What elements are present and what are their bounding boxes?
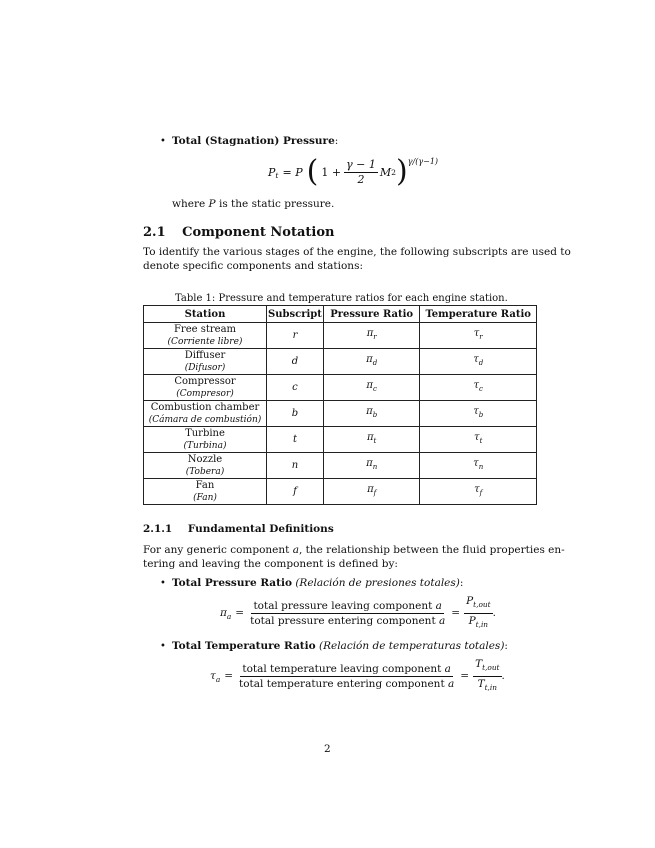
temperature-ratio-cell bbox=[420, 479, 537, 505]
pi-subscript: n bbox=[372, 463, 378, 471]
tau-symbol: τ bbox=[473, 328, 480, 339]
section-number: 2.1 bbox=[143, 225, 166, 240]
tr-word-den bbox=[237, 677, 456, 690]
tau-symbol: τ bbox=[473, 406, 479, 417]
pi-symbol: π bbox=[366, 458, 373, 469]
pr-lhs: π bbox=[220, 607, 227, 619]
eq-mach: M bbox=[379, 165, 392, 179]
station-spanish: (Tobera) bbox=[185, 466, 225, 477]
stagnation-pressure-label bbox=[172, 135, 338, 147]
subsection-heading bbox=[143, 523, 334, 535]
header-temperature-ratio: Temperature Ratio bbox=[420, 306, 537, 323]
subscript-cell: c bbox=[267, 375, 324, 401]
temperature-ratio-cell bbox=[420, 349, 537, 375]
page-number: 2 bbox=[324, 743, 331, 755]
tr-den-text: total temperature entering component bbox=[239, 677, 445, 690]
subscript-cell: d bbox=[267, 349, 324, 375]
pi-subscript: r bbox=[373, 333, 377, 341]
pressure-ratio-cell bbox=[323, 479, 419, 505]
subscript-cell: f bbox=[267, 479, 324, 505]
pr-sym-num bbox=[464, 595, 492, 613]
tau-subscript: f bbox=[479, 489, 483, 497]
tr-lhs-sub: a bbox=[215, 674, 221, 684]
temperature-ratio-label-text: Total Temperature Ratio bbox=[172, 640, 316, 652]
pressure-ratio-equation bbox=[220, 597, 496, 629]
temperature-ratio-cell bbox=[420, 323, 537, 349]
pressure-ratio-cell bbox=[323, 427, 419, 453]
eq-frac-num: γ − 1 bbox=[346, 157, 376, 171]
section-title: Component Notation bbox=[182, 225, 335, 240]
pr-word-den bbox=[248, 614, 447, 627]
pi-subscript: c bbox=[372, 385, 377, 393]
tr-rnum-sub: t,out bbox=[482, 663, 500, 673]
station-name: Compressor bbox=[174, 375, 236, 387]
pressure-ratio-cell bbox=[323, 453, 419, 479]
tr-period: . bbox=[501, 670, 505, 682]
tr-word-fraction bbox=[237, 663, 456, 690]
subsection-number: 2.1.1 bbox=[143, 523, 173, 535]
temperature-ratio-label bbox=[172, 640, 508, 652]
subscript-cell: n bbox=[267, 453, 324, 479]
station-cell bbox=[144, 401, 267, 427]
subscript-cell: b bbox=[267, 401, 324, 427]
where-post: is the static pressure. bbox=[218, 198, 335, 210]
tr-lhs: τ bbox=[210, 670, 216, 682]
station-name: Fan bbox=[195, 479, 215, 491]
section-intro-line2: denote specific components and stations: bbox=[143, 260, 363, 272]
table-row bbox=[144, 349, 537, 375]
pressure-ratio-cell bbox=[323, 323, 419, 349]
station-cell bbox=[144, 323, 267, 349]
pr-den-text: total pressure entering component bbox=[250, 614, 436, 627]
right-paren: ) bbox=[396, 154, 408, 189]
eq-one-plus: 1 + bbox=[321, 165, 342, 179]
pi-symbol: π bbox=[366, 354, 373, 365]
eq-equals-p: = P bbox=[282, 165, 303, 179]
station-spanish: (Turbina) bbox=[183, 440, 227, 451]
subscript-cell: t bbox=[267, 427, 324, 453]
station-spanish: (Fan) bbox=[193, 492, 217, 503]
tau-subscript: n bbox=[478, 463, 484, 471]
station-cell bbox=[144, 427, 267, 453]
body-pre: For any generic component bbox=[143, 544, 290, 556]
pressure-ratio-spanish: (Relación de presiones totales) bbox=[295, 577, 460, 589]
pr-symbol-fraction bbox=[464, 595, 492, 630]
station-spanish: (Cámara de combustión) bbox=[148, 414, 262, 425]
bullet-marker: • bbox=[160, 136, 166, 147]
tr-equals2: = bbox=[460, 670, 470, 682]
subsection-title: Fundamental Definitions bbox=[187, 523, 334, 535]
pr-rnum-sub: t,out bbox=[473, 600, 491, 610]
pressure-ratio-cell bbox=[323, 349, 419, 375]
pr-rden: P bbox=[468, 614, 476, 627]
tr-num-var: a bbox=[444, 662, 451, 675]
left-paren: ( bbox=[306, 154, 319, 189]
tau-subscript: t bbox=[479, 437, 483, 445]
pressure-ratio-colon: : bbox=[459, 577, 464, 589]
tau-subscript: r bbox=[479, 333, 483, 341]
pi-subscript: f bbox=[373, 489, 377, 497]
table-row bbox=[144, 323, 537, 349]
tau-symbol: τ bbox=[474, 432, 480, 443]
where-pre: where bbox=[172, 198, 206, 210]
pi-subscript: t bbox=[373, 437, 377, 445]
eq-lhs: P bbox=[268, 165, 276, 179]
tau-symbol: τ bbox=[474, 484, 480, 495]
temperature-ratio-cell bbox=[420, 401, 537, 427]
station-cell bbox=[144, 479, 267, 505]
table-caption: Table 1: Pressure and temperature ratios for each engine station. bbox=[175, 293, 508, 304]
tau-subscript: d bbox=[478, 359, 484, 367]
tau-symbol: τ bbox=[473, 380, 480, 391]
pr-den-var: a bbox=[439, 614, 446, 627]
pressure-ratio-label bbox=[172, 577, 463, 589]
pressure-ratio-cell bbox=[323, 375, 419, 401]
stagnation-label-text: Total (Stagnation) Pressure bbox=[172, 135, 335, 147]
subscript-cell: r bbox=[267, 323, 324, 349]
temperature-ratio-colon: : bbox=[504, 640, 508, 652]
pi-symbol: π bbox=[366, 432, 374, 443]
pi-symbol: π bbox=[367, 484, 374, 495]
temperature-ratio-spanish: (Relación de temperaturas totales) bbox=[318, 640, 505, 652]
pi-subscript: b bbox=[372, 411, 378, 419]
pi-symbol: π bbox=[366, 406, 373, 417]
body-var: a bbox=[292, 544, 299, 556]
header-subscript: Subscript bbox=[267, 306, 324, 323]
table-row bbox=[144, 479, 537, 505]
pi-symbol: π bbox=[366, 328, 374, 339]
eq-lhs-sub: t bbox=[275, 170, 279, 180]
tr-sym-den bbox=[476, 677, 499, 694]
tr-rnum: T bbox=[475, 658, 483, 671]
station-name: Diffuser bbox=[184, 349, 226, 361]
section-intro-line1: To identify the various stages of the engine, the following subscripts are used to bbox=[143, 246, 571, 258]
station-spanish: (Difusor) bbox=[184, 362, 226, 373]
pr-word-fraction bbox=[248, 600, 447, 627]
where-var: P bbox=[208, 198, 216, 210]
station-name: Combustion chamber bbox=[150, 401, 260, 413]
stagnation-colon: : bbox=[334, 135, 339, 147]
station-name: Nozzle bbox=[187, 453, 223, 465]
ratios-table bbox=[143, 305, 537, 505]
pi-subscript: d bbox=[372, 359, 378, 367]
tau-subscript: b bbox=[478, 411, 484, 419]
eq-gamma-fraction bbox=[344, 159, 378, 186]
body-post: , the relationship between the fluid properties en- bbox=[298, 544, 565, 556]
tau-symbol: τ bbox=[473, 458, 479, 469]
tr-rden-sub: t,in bbox=[484, 682, 497, 692]
pr-equals: = bbox=[235, 607, 245, 619]
tau-subscript: c bbox=[479, 385, 483, 393]
eq-outer-exp: γ/(γ−1) bbox=[407, 156, 439, 166]
station-spanish: (Corriente libre) bbox=[167, 336, 243, 347]
bullet-marker: • bbox=[160, 641, 166, 652]
subsection-body-line2: tering and leaving the component is defined by: bbox=[143, 558, 398, 570]
pr-period: . bbox=[492, 607, 496, 619]
tr-word-num bbox=[240, 663, 453, 677]
subsection-body-line1 bbox=[143, 544, 565, 556]
table-row bbox=[144, 453, 537, 479]
pr-rden-sub: t,in bbox=[475, 619, 489, 629]
eq-mach-exp: 2 bbox=[391, 167, 397, 177]
tau-symbol: τ bbox=[473, 354, 479, 365]
tr-sym-num bbox=[473, 658, 501, 676]
pr-word-num bbox=[251, 600, 444, 614]
header-pressure-ratio: Pressure Ratio bbox=[323, 306, 419, 323]
station-cell bbox=[144, 453, 267, 479]
tr-rden: T bbox=[477, 677, 485, 690]
table-row bbox=[144, 401, 537, 427]
station-name: Free stream bbox=[173, 323, 237, 335]
where-clause bbox=[172, 198, 334, 210]
eq-frac-den: 2 bbox=[357, 172, 365, 186]
table-header-row bbox=[144, 306, 537, 323]
station-cell bbox=[144, 349, 267, 375]
pr-lhs-sub: a bbox=[226, 611, 232, 621]
temperature-ratio-cell bbox=[420, 453, 537, 479]
tr-num-text: total temperature leaving component bbox=[242, 662, 442, 675]
pr-rnum: P bbox=[466, 595, 474, 608]
pi-symbol: π bbox=[366, 380, 373, 391]
pr-sym-den bbox=[467, 614, 490, 631]
table-row bbox=[144, 375, 537, 401]
tr-symbol-fraction bbox=[473, 658, 501, 693]
pressure-ratio-label-text: Total Pressure Ratio bbox=[172, 577, 292, 589]
temperature-ratio-equation bbox=[210, 660, 505, 692]
tr-den-var: a bbox=[448, 677, 455, 690]
pr-num-text: total pressure leaving component bbox=[253, 599, 433, 612]
pressure-ratio-cell bbox=[323, 401, 419, 427]
temperature-ratio-cell bbox=[420, 427, 537, 453]
pr-equals2: = bbox=[451, 607, 461, 619]
table-row bbox=[144, 427, 537, 453]
header-station: Station bbox=[144, 306, 267, 323]
stagnation-equation bbox=[268, 154, 438, 190]
station-spanish: (Compresor) bbox=[176, 388, 234, 399]
bullet-marker: • bbox=[160, 578, 166, 589]
station-name: Turbine bbox=[185, 427, 225, 439]
tr-equals: = bbox=[224, 670, 234, 682]
pr-num-var: a bbox=[435, 599, 442, 612]
station-cell bbox=[144, 375, 267, 401]
section-heading bbox=[143, 225, 334, 240]
temperature-ratio-cell bbox=[420, 375, 537, 401]
